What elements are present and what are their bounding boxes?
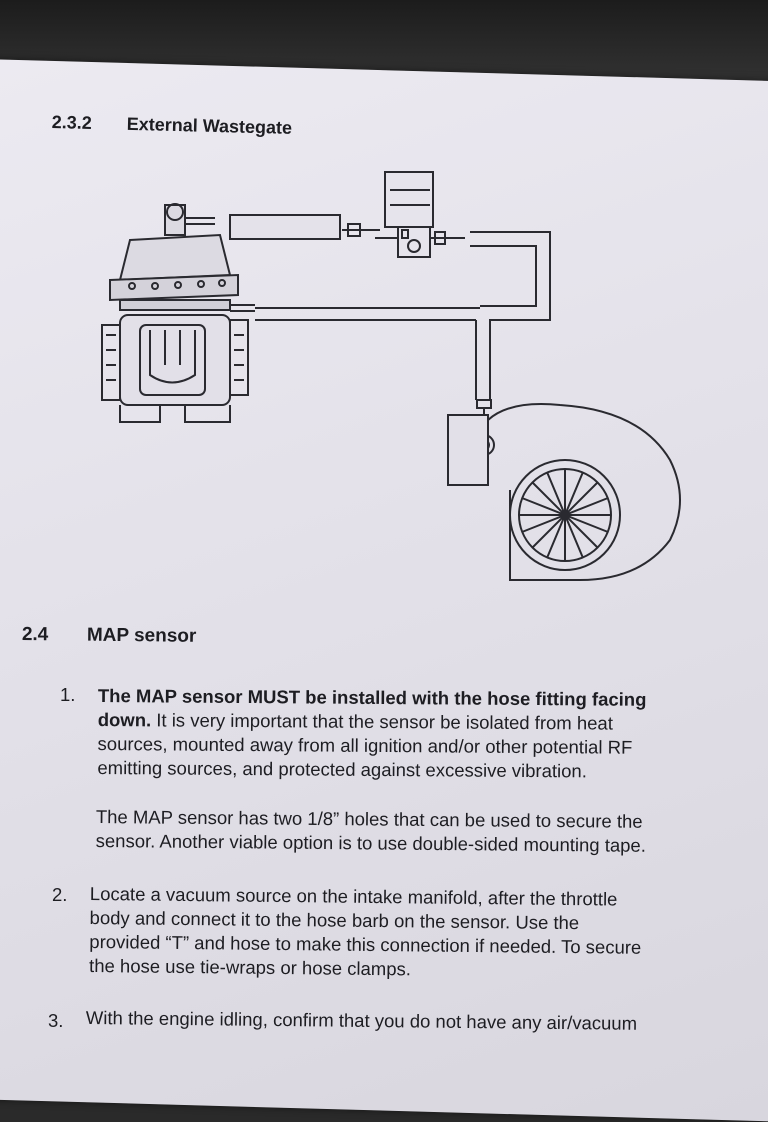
turbocharger-drawing	[448, 404, 680, 580]
item-1-para2-line2: sensor. Another viable option is to use double-sided mounting tape.	[95, 829, 646, 856]
wastegate-diagram	[80, 160, 720, 620]
list-item-1-paragraph-2	[96, 805, 647, 858]
item-2-line4: the hose use tie-wraps or hose clamps.	[89, 954, 412, 980]
section-title: External Wastegate	[126, 113, 293, 138]
item-1-bold-line2: down.	[97, 708, 152, 731]
list-item-1	[97, 684, 646, 784]
section-number: 2.4	[21, 624, 49, 646]
boost-solenoid-drawing	[375, 172, 465, 257]
item-1-para2-line1: The MAP sensor has two 1/8” holes that can be used to secure the	[95, 805, 643, 832]
list-number-1: 1.	[60, 684, 76, 705]
item-2-line3: provided “T” and hose to make this connection if needed. To secure	[89, 930, 642, 958]
pressure-line-drawing	[255, 232, 550, 455]
boost-hose-drawing	[230, 215, 380, 239]
item-1-line3: sources, mounted away from all ignition and/or other potential RF	[97, 732, 633, 758]
item-1-bold-line1: The MAP sensor MUST be installed with the hose fitting facing	[97, 685, 647, 710]
item-2-line2: body and connect it to the hose barb on the sensor. Use the	[89, 906, 580, 934]
section-heading-2-4	[22, 624, 197, 648]
item-3-line1: With the engine idling, confirm that you do not have any air/vacuum	[85, 1006, 638, 1034]
list-number-3: 3.	[48, 1010, 64, 1031]
item-2-line1: Locate a vacuum source on the intake manifold, after the throttle	[89, 882, 618, 910]
section-title: MAP sensor	[86, 624, 197, 647]
section-number: 2.3.2	[51, 112, 93, 133]
item-1-line2: It is very important that the sensor be isolated from heat	[151, 709, 613, 734]
section-heading-2-3-2	[51, 112, 292, 139]
diagram-svg	[80, 160, 720, 620]
item-1-line4: emitting sources, and protected against excessive vibration.	[97, 756, 587, 782]
list-number-2: 2.	[52, 884, 68, 905]
list-item-2	[89, 882, 642, 984]
